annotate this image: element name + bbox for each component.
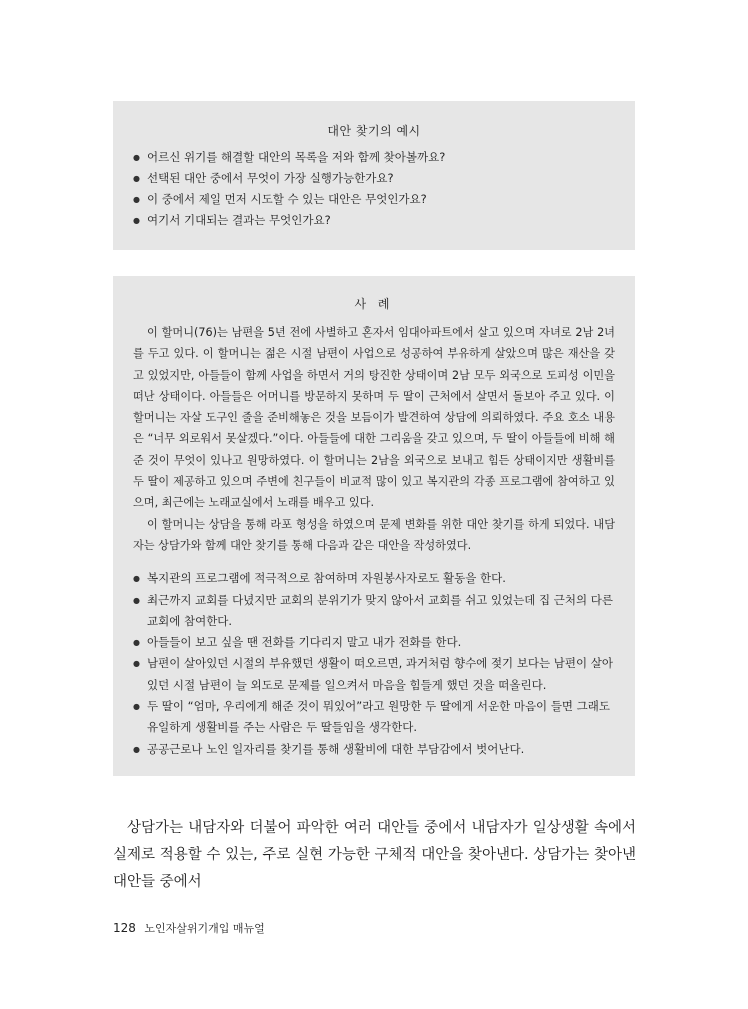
list-item: ● 공공근로나 노인 일자리를 찾기를 통해 생활비에 대한 부담감에서 벗어난다. — [133, 739, 615, 760]
case-paragraph: 이 할머니(76)는 남편을 5년 전에 사별하고 혼자서 임대아파트에서 살고 있으며 자녀로 2남 2녀를 두고 있다. 이 할머니는 젊은 시절 남편이 사업으로 성공하여 부유하게 살았으며 많은 재산을 갖고 있었지만, 아들들이 함께 사업을 하면서 거의 탕진한 상태이며 2남 모두 외국으로 도피성 이민을 떠난 상태이다. 아들들은 어머니를 방문하지 못하며 두 딸이 근처에서 살면서 돌보아 주고 있다. 이 할머니는 자살 도구인 줄을 준비해놓은 것을 보듬이가 발견하여 상담에 의뢰하였다. 주요 호소 내용은 “너무 외로워서 못살겠다.”이다. 아들들에 대한 그리움을 갖고 있으며, 두 딸이 아들들에 비해 해준 것이 무엇이 있나고 원망하였다. 이 할머니는 2남을 외국으로 보내고 힘든 상태이지만 생활비를 두 딸이 제공하고 있으며 주변에 친구들이 비교적 많이 있고 복지관의 각종 프로그램에 참여하고 있으며, 최근에는 노래교실에서 노래를 배우고 있다. — [133, 326, 615, 510]
list-item: ● 어르신 위기를 해결할 대안의 목록을 저와 함께 찾아볼까요? — [133, 147, 615, 168]
list-item: ● 여기서 기대되는 결과는 무엇인가요? — [133, 210, 615, 231]
example-box-title: 대안 찾기의 예시 — [327, 124, 421, 138]
case-box-title: 사 례 — [354, 297, 394, 311]
list-item: ● 복지관의 프로그램에 적극적으로 참여하며 자원봉사자로도 활동을 한다. — [133, 568, 615, 589]
body-paragraph: 상담가는 내담자와 더불어 파악한 여러 대안들 중에서 내담자가 일상생활 속에서 실제로 적용할 수 있는, 주로 실현 가능한 구체적 대안을 찾아낸다. 상담가는 찾아낸 대안들 중에서 — [113, 820, 636, 890]
book-title: 노인자살위기개입 매뉴얼 — [144, 922, 265, 935]
page-footer — [113, 920, 265, 936]
case-paragraph: 이 할머니는 상담을 통해 라포 형성을 하였으며 문제 변화를 위한 대안 찾기를 하게 되었다. 내담자는 상담가와 함께 대안 찾기를 통해 다음과 같은 대안을 작성하였다. — [133, 517, 615, 552]
list-item: ● 두 딸이 “엄마, 우리에게 해준 것이 뭐있어”라고 원망한 두 딸에게 서운한 마음이 들면 그래도 유일하게 생활비를 주는 사람은 두 딸들임을 생각한다. — [133, 696, 615, 739]
list-item: ● 최근까지 교회를 다녔지만 교회의 분위기가 맞지 않아서 교회를 쉬고 있었는데 집 근처의 다른 교회에 참여한다. — [133, 590, 615, 633]
list-item: ● 아들들이 보고 싶을 땐 전화를 기다리지 말고 내가 전화를 한다. — [133, 632, 615, 653]
case-description — [133, 322, 615, 556]
case-box — [113, 276, 635, 776]
list-item: ● 선택된 대안 중에서 무엇이 가장 실행가능한가요? — [133, 168, 615, 189]
page-number: 128 — [113, 921, 136, 935]
example-list — [133, 147, 615, 231]
list-item: ● 이 중에서 제일 먼저 시도할 수 있는 대안은 무엇인가요? — [133, 189, 615, 210]
list-item: ● 남편이 살아있던 시절의 부유했던 생활이 떠오르면, 과거처럼 향수에 젖기 보다는 남편이 살아 있던 시절 남편이 늘 외도로 문제를 일으켜서 마음을 힘들게 했던 것을 떠올린다. — [133, 653, 615, 696]
alternatives-list — [133, 568, 615, 760]
example-box — [113, 101, 635, 250]
